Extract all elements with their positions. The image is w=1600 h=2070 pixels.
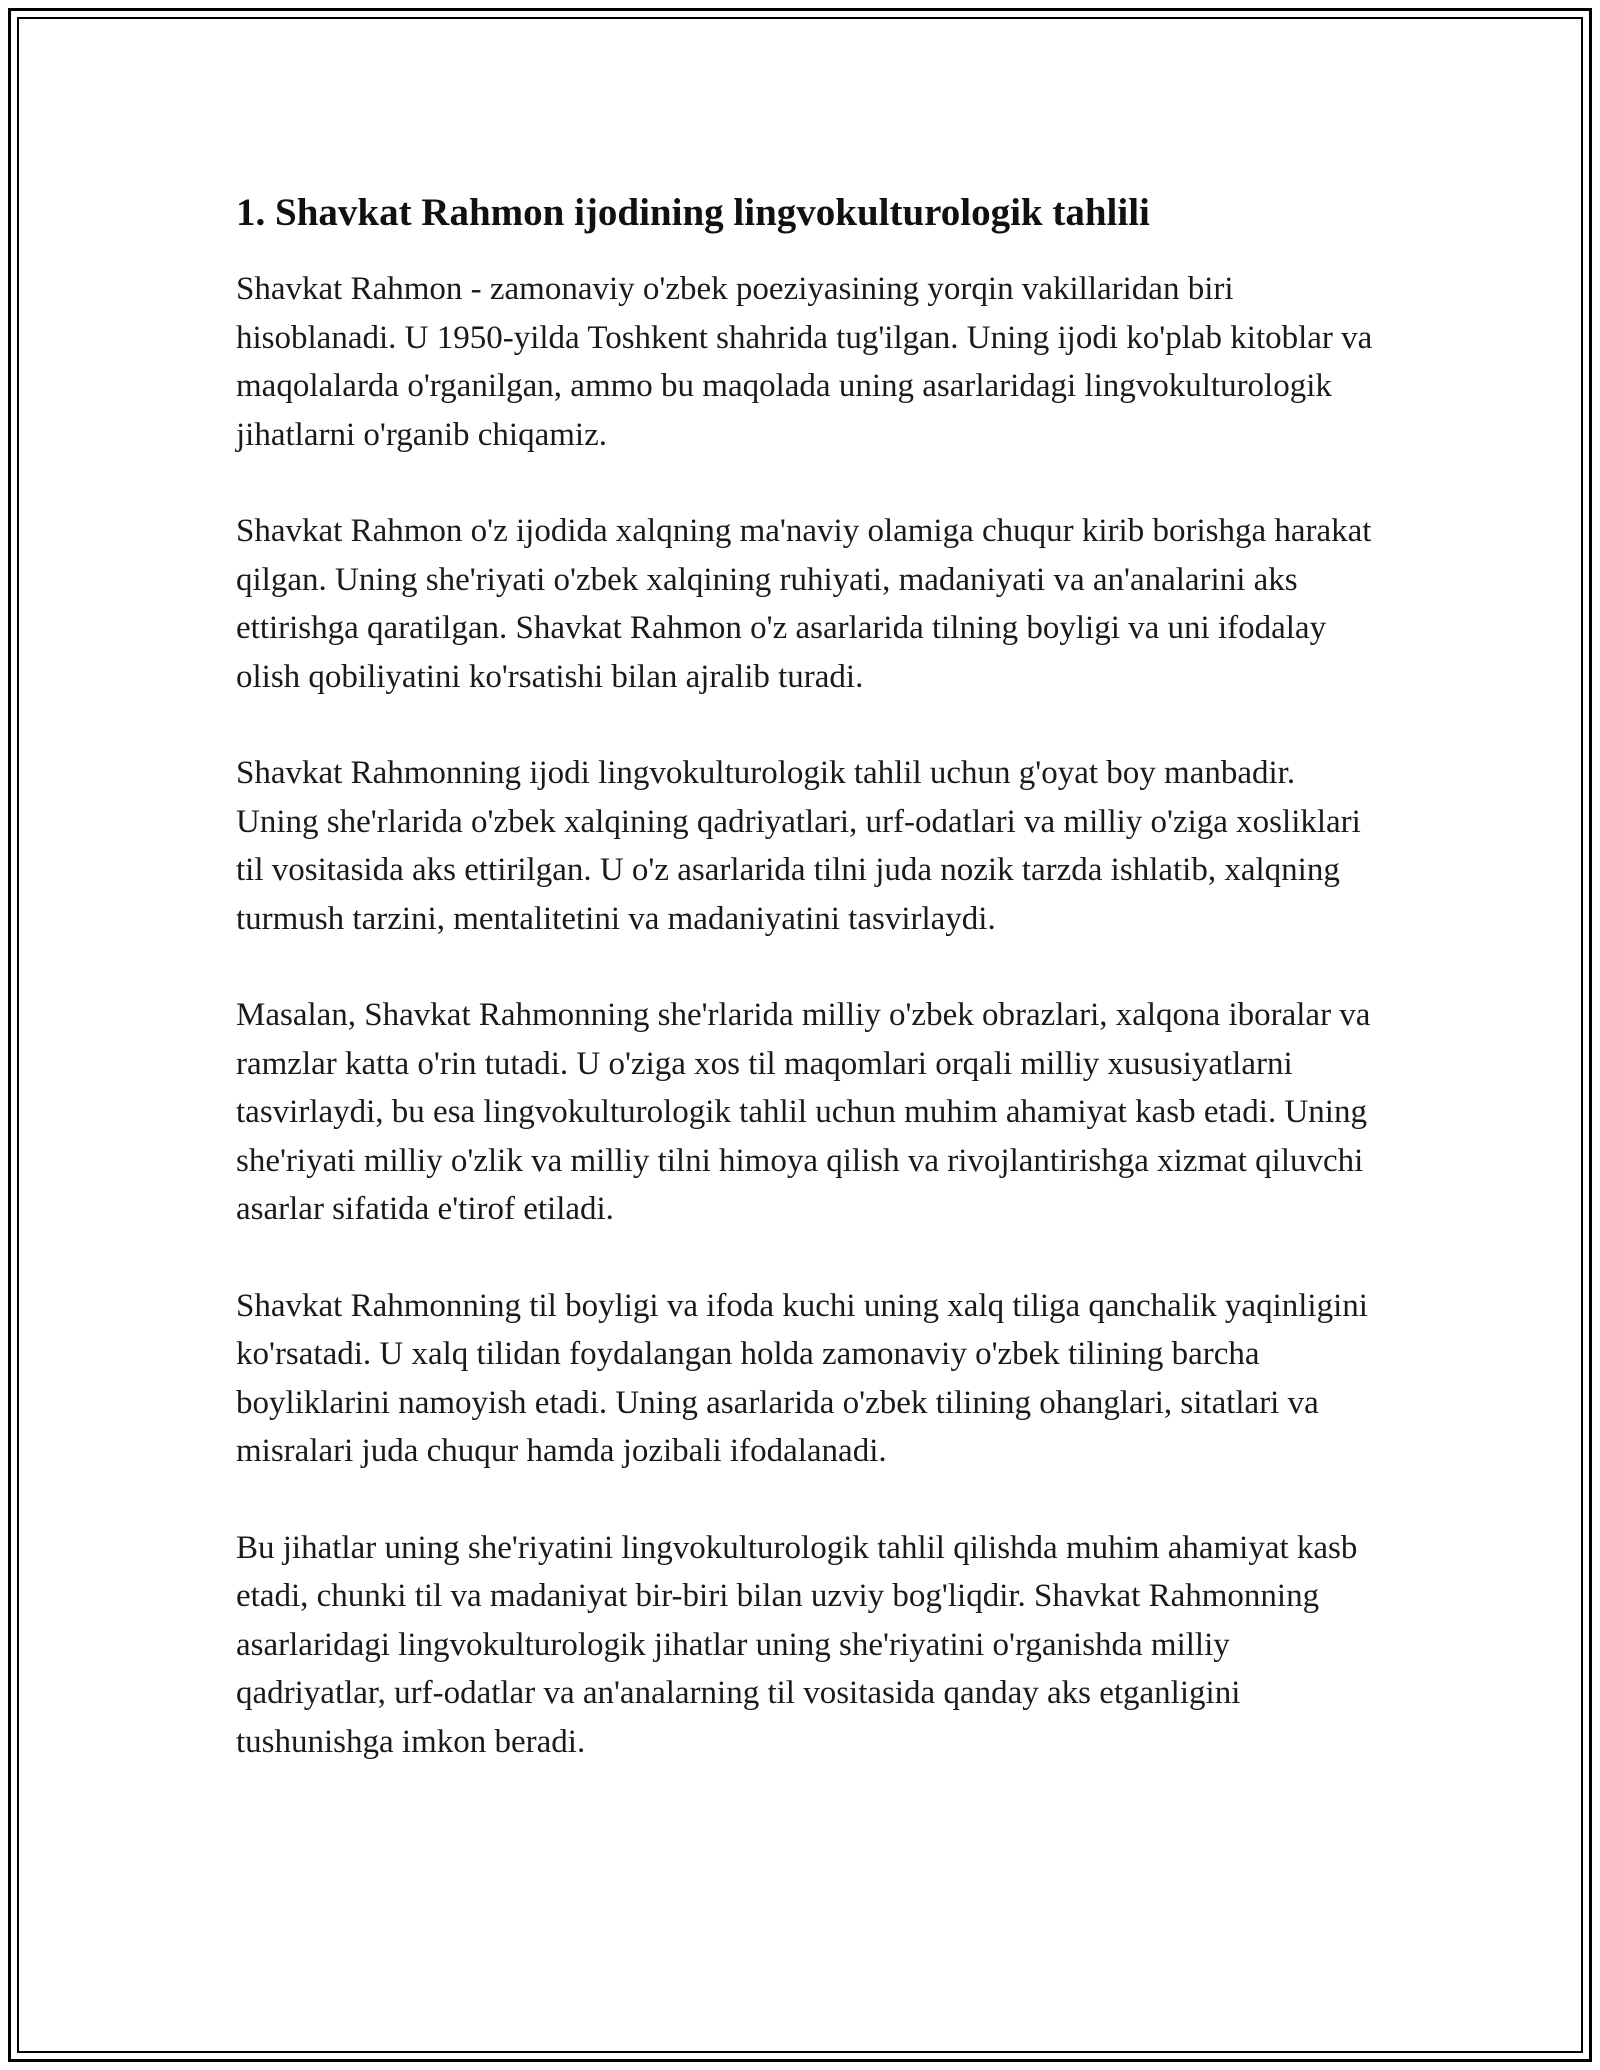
paragraph-4: Masalan, Shavkat Rahmonning she'rlarida milliy o'zbek obrazlari, xalqona iboralar va ramzlar katta o'rin tutadi. U o'ziga xos til maqomlari orqali milliy xususiyatlarni tasvirlaydi, bu esa lingvokulturologik tahlil uchun muhim ahamiyat kasb etadi. Uning she'riyati milliy o'zlik va milliy tilni himoya qilish va rivojlantirishga xizmat qiluvchi asarlar sifatida e'tirof etiladi. <box>236 997 1371 1227</box>
document-body <box>236 185 1376 1814</box>
paragraph-5: Shavkat Rahmonning til boyligi va ifoda kuchi uning xalq tiliga qanchalik yaqinligini ko'rsatadi. U xalq tilidan foydalangan holda zamonaviy o'zbek tilining barcha boyliklarini namoyish etadi. Uning asarlarida o'zbek tilining ohanglari, sitatlari va misralari juda chuqur hamda jozibali ifodalanadi. <box>236 1287 1368 1469</box>
paragraph-2: Shavkat Rahmon o'z ijodida xalqning ma'naviy olamiga chuqur kirib borishga harakat qilgan. Uning she'riyati o'zbek xalqining ruhiyati, madaniyati va an'analarini aks ettirishga qaratilgan. Shavkat Rahmon o'z asarlarida tilning boyligi va uni ifodalay olish qobiliyatini ko'rsatishi bilan ajralib turadi. <box>236 513 1372 695</box>
paragraph-6: Bu jihatlar uning she'riyatini lingvokulturologik tahlil qilishda muhim ahamiyat kasb etadi, chunki til va madaniyat bir-biri bilan uzviy bog'liqdir. Shavkat Rahmonning asarlaridagi lingvokulturologik jihatlar uning she'riyatini o'rganishda milliy qadriyatlar, urf-odatlar va an'analarning til vositasida qanday aks etganligini tushunishga imkon beradi. <box>236 1529 1358 1760</box>
paragraph-1: Shavkat Rahmon - zamonaviy o'zbek poeziyasining yorqin vakillaridan biri hisoblanadi. U 1950-yilda Toshkent shahrida tug'ilgan. Uning ijodi ko'plab kitoblar va maqolalarda o'rganilgan, ammo bu maqolada uning asarlaridagi lingvokulturologik jihatlarni o'rganib chiqamiz. <box>236 271 1373 453</box>
paragraph-3: Shavkat Rahmonning ijodi lingvokulturologik tahlil uchun g'oyat boy manbadir. Uning she'rlarida o'zbek xalqining qadriyatlari, urf-odatlari va milliy o'ziga xosliklari til vositasida aks ettirilgan. U o'z asarlarida tilni juda nozik tarzda ishlatib, xalqning turmush tarzini, mentalitetini va madaniyatini tasvirlaydi. <box>236 755 1361 937</box>
section-heading: 1. Shavkat Rahmon ijodining lingvokulturologik tahlili <box>236 191 1150 234</box>
